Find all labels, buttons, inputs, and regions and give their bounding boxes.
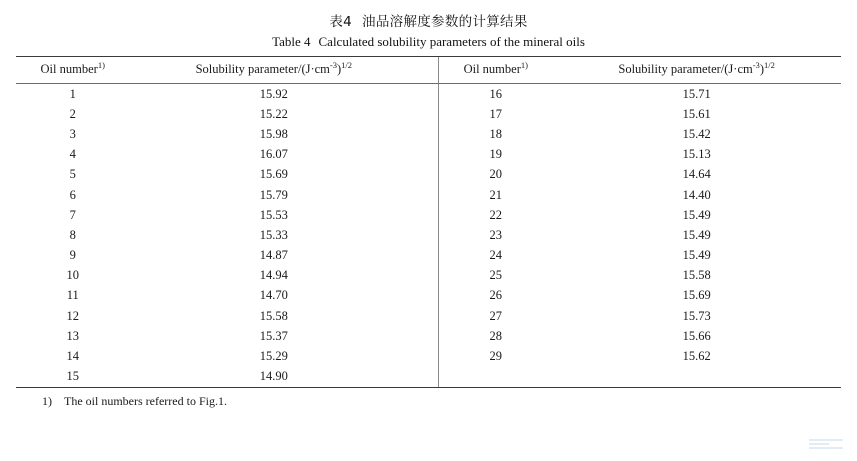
cell-solubility: 15.58 bbox=[682, 268, 711, 283]
header-oil-number-right-sup: 1) bbox=[520, 59, 528, 70]
header-solubility-left bbox=[129, 57, 418, 83]
cell-solubility: 15.69 bbox=[259, 167, 288, 182]
solubility-table-body bbox=[16, 84, 841, 387]
cell-solubility: 15.22 bbox=[259, 106, 288, 121]
table-row bbox=[16, 306, 841, 326]
header-solubility-right bbox=[552, 57, 841, 83]
cell-solubility: 15.79 bbox=[259, 187, 288, 202]
cell-gap bbox=[418, 326, 439, 346]
cell-oil-number: 7 bbox=[69, 207, 76, 222]
cell-oil-number: 13 bbox=[66, 328, 79, 343]
cell-oil-number: 26 bbox=[439, 286, 552, 306]
header-oil-number-right bbox=[439, 57, 552, 83]
cell-solubility: 15.13 bbox=[682, 147, 711, 162]
cell-oil-number: 21 bbox=[439, 185, 552, 205]
cell-solubility: 15.58 bbox=[259, 308, 288, 323]
cell-solubility: 15.37 bbox=[259, 328, 288, 343]
cell-oil-number: 6 bbox=[69, 187, 76, 202]
table-row bbox=[16, 145, 841, 165]
cell-solubility: 15.98 bbox=[259, 126, 288, 141]
cell-oil-number: 15 bbox=[66, 369, 79, 384]
table-row bbox=[16, 205, 841, 225]
cell-solubility: 15.49 bbox=[682, 207, 711, 222]
cell-gap bbox=[418, 286, 439, 306]
table-title-chinese-text: 油品溶解度参数的计算结果 bbox=[362, 14, 528, 30]
cell-solubility: 14.94 bbox=[259, 268, 288, 283]
cell-solubility: 15.92 bbox=[259, 86, 288, 101]
cell-solubility: 14.40 bbox=[682, 187, 711, 202]
cell-solubility: 16.07 bbox=[259, 147, 288, 162]
cell-solubility: 15.49 bbox=[682, 227, 711, 242]
cell-gap bbox=[418, 246, 439, 266]
cell-oil-number: 29 bbox=[439, 346, 552, 366]
cell-oil-number: 23 bbox=[439, 225, 552, 245]
cell-oil-number: 17 bbox=[439, 104, 552, 124]
cell-solubility: 15.66 bbox=[682, 328, 711, 343]
cell-oil-number: 14 bbox=[66, 349, 79, 364]
cell-gap bbox=[418, 225, 439, 245]
table-row bbox=[16, 346, 841, 366]
header-oil-number-left-text: Oil number bbox=[40, 62, 98, 76]
cell-solubility: 14.64 bbox=[682, 167, 711, 182]
table-title-chinese bbox=[16, 10, 841, 30]
cell-oil-number: 19 bbox=[439, 145, 552, 165]
cell-solubility: 15.29 bbox=[259, 349, 288, 364]
header-solubility-left-sup1: -3 bbox=[329, 59, 337, 70]
watermark-icon bbox=[809, 439, 843, 455]
cell-oil-number: 22 bbox=[439, 205, 552, 225]
table-row bbox=[16, 286, 841, 306]
cell-oil-number: 4 bbox=[69, 147, 76, 162]
table-row bbox=[16, 367, 841, 387]
header-solubility-right-text: Solubility parameter/(J·cm bbox=[618, 62, 753, 76]
solubility-table bbox=[16, 57, 841, 83]
cell-oil-number: 18 bbox=[439, 124, 552, 144]
cell-gap bbox=[418, 306, 439, 326]
cell-oil-number: 8 bbox=[69, 227, 76, 242]
header-solubility-right-sup2: 1/2 bbox=[763, 59, 775, 70]
table-header-row bbox=[16, 57, 841, 83]
table-row bbox=[16, 165, 841, 185]
cell-solubility: 15.61 bbox=[682, 106, 711, 121]
cell-gap bbox=[418, 266, 439, 286]
cell-oil-number: 1 bbox=[69, 86, 76, 101]
cell-oil-number: 12 bbox=[66, 308, 79, 323]
header-solubility-left-sup2: 1/2 bbox=[341, 59, 353, 70]
cell-oil-number: 2 bbox=[69, 106, 76, 121]
cell-gap bbox=[418, 185, 439, 205]
cell-oil-number: 3 bbox=[69, 126, 76, 141]
cell-oil-number: 10 bbox=[66, 268, 79, 283]
table-row bbox=[16, 104, 841, 124]
cell-solubility: 15.33 bbox=[259, 227, 288, 242]
cell-oil-number: 5 bbox=[69, 167, 76, 182]
cell-oil-number-empty bbox=[439, 367, 552, 387]
header-gap bbox=[418, 57, 439, 83]
table-row bbox=[16, 326, 841, 346]
cell-solubility: 15.49 bbox=[682, 248, 711, 263]
table-row bbox=[16, 124, 841, 144]
table-row bbox=[16, 246, 841, 266]
table-title-chinese-label: 表4 bbox=[329, 14, 353, 30]
table-row bbox=[16, 266, 841, 286]
cell-gap bbox=[418, 165, 439, 185]
header-oil-number-left-sup: 1) bbox=[97, 59, 105, 70]
header-oil-number-left bbox=[16, 57, 129, 83]
cell-solubility: 15.42 bbox=[682, 126, 711, 141]
cell-oil-number: 11 bbox=[66, 288, 79, 303]
footnote-mark: 1) bbox=[42, 393, 52, 408]
table-row bbox=[16, 84, 841, 104]
cell-solubility: 15.53 bbox=[259, 207, 288, 222]
table-row bbox=[16, 225, 841, 245]
cell-oil-number: 28 bbox=[439, 326, 552, 346]
cell-oil-number: 20 bbox=[439, 165, 552, 185]
cell-oil-number: 25 bbox=[439, 266, 552, 286]
cell-solubility: 14.70 bbox=[259, 288, 288, 303]
cell-oil-number: 27 bbox=[439, 306, 552, 326]
table-title-english-label: Table 4 bbox=[272, 34, 311, 49]
header-solubility-left-text: Solubility parameter/(J·cm bbox=[195, 62, 330, 76]
cell-oil-number: 9 bbox=[69, 248, 76, 263]
cell-solubility: 15.62 bbox=[682, 349, 711, 364]
table-title-english bbox=[16, 34, 841, 50]
table-header bbox=[16, 57, 841, 83]
table-row bbox=[16, 185, 841, 205]
cell-gap bbox=[418, 205, 439, 225]
cell-gap bbox=[418, 84, 439, 104]
header-solubility-right-sup1: -3 bbox=[752, 59, 760, 70]
table-body bbox=[16, 84, 841, 387]
header-solubility-left-paren: ) bbox=[337, 62, 342, 76]
cell-solubility-empty bbox=[552, 367, 841, 387]
header-oil-number-right-text: Oil number bbox=[463, 62, 521, 76]
cell-oil-number: 16 bbox=[439, 84, 552, 104]
cell-gap bbox=[418, 104, 439, 124]
cell-gap bbox=[418, 124, 439, 144]
cell-solubility: 15.73 bbox=[682, 308, 711, 323]
footnote-text: The oil numbers referred to Fig.1. bbox=[64, 393, 227, 408]
cell-solubility: 15.69 bbox=[682, 288, 711, 303]
cell-solubility: 14.90 bbox=[259, 369, 288, 384]
cell-gap bbox=[418, 367, 439, 387]
cell-solubility: 14.87 bbox=[259, 248, 288, 263]
cell-gap bbox=[418, 346, 439, 366]
cell-oil-number: 24 bbox=[439, 246, 552, 266]
header-solubility-right-paren: ) bbox=[759, 62, 764, 76]
table-title-english-text: Calculated solubility parameters of the mineral oils bbox=[318, 34, 585, 49]
table-footnote bbox=[16, 388, 841, 409]
cell-gap bbox=[418, 145, 439, 165]
cell-solubility: 15.71 bbox=[682, 86, 711, 101]
